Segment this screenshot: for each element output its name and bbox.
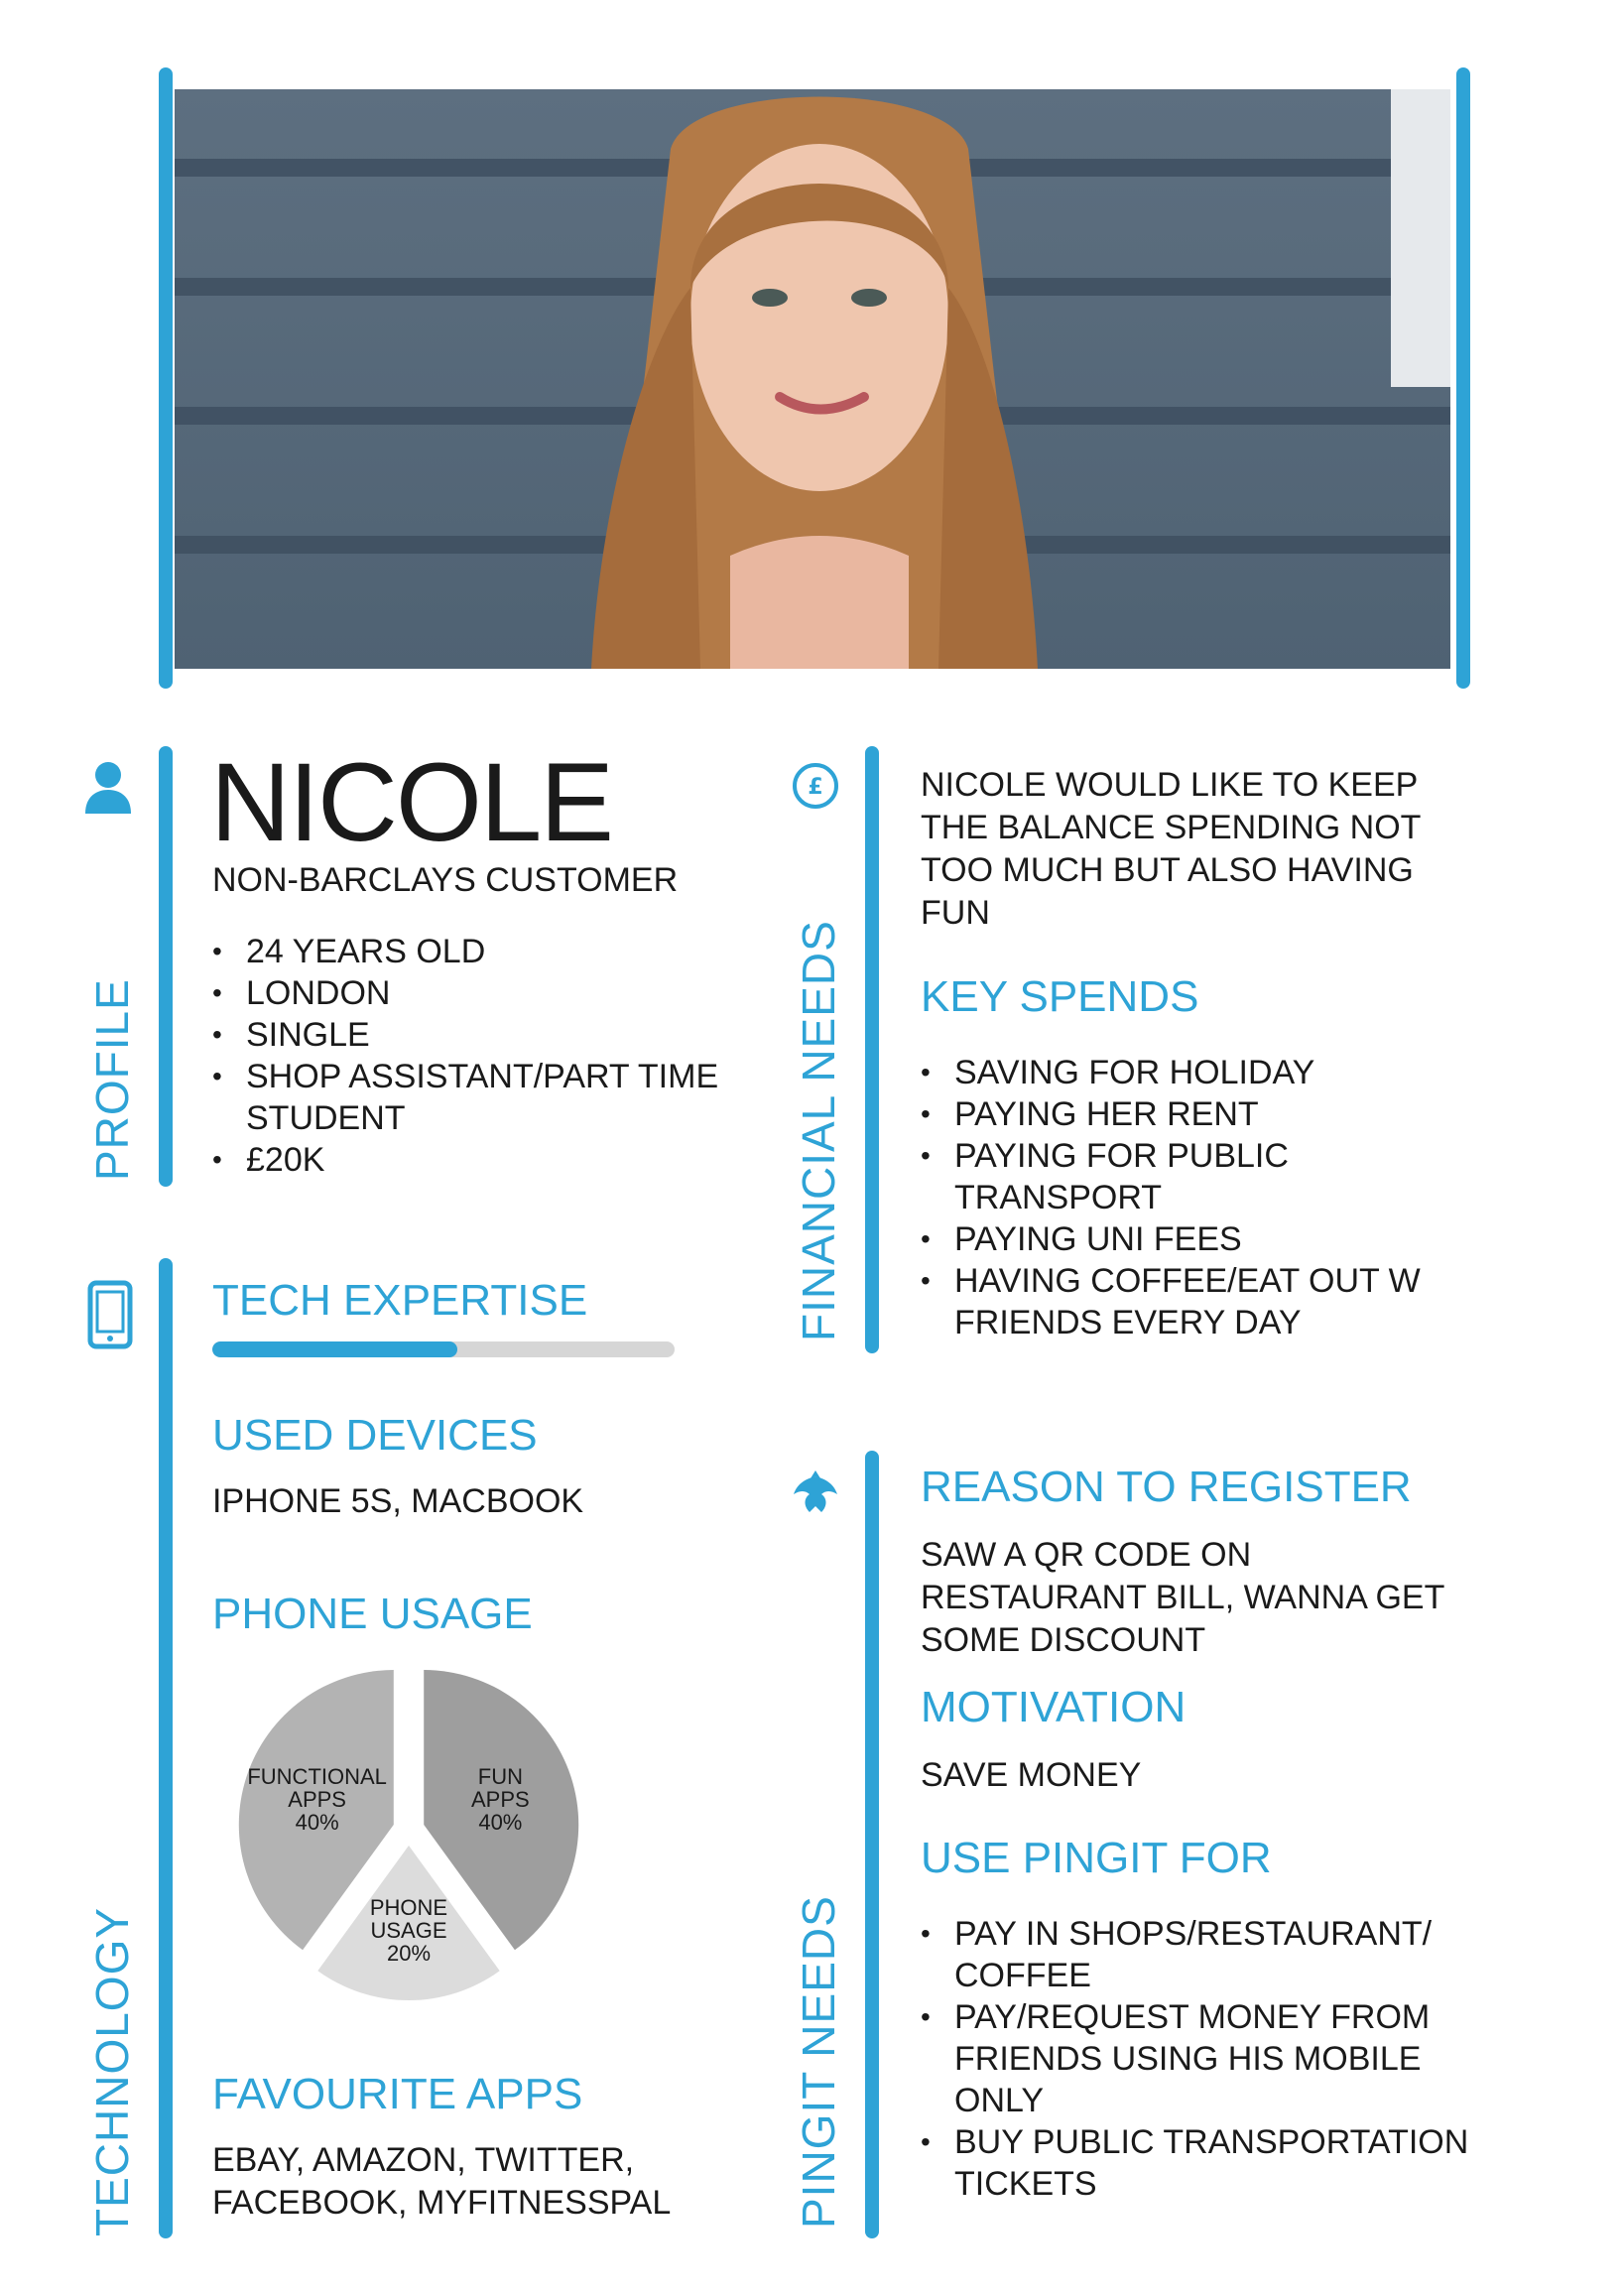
pingit-section-label: PINGIT NEEDS: [793, 1895, 844, 2229]
persona-name: NICOLE: [210, 740, 612, 864]
financial-section-label: FINANCIAL NEEDS: [793, 920, 844, 1341]
customer-type: NON-BARCLAYS CUSTOMER: [212, 861, 679, 899]
use-pingit-for-title: USE PINGIT FOR: [921, 1834, 1272, 1882]
key-spend-item: • SAVING FOR HOLIDAY: [921, 1052, 1456, 1093]
favourite-apps-title: FAVOURITE APPS: [212, 2070, 583, 2118]
financial-summary: NICOLE WOULD LIKE TO KEEP THE BALANCE SPENDING NOT TOO MUCH BUT ALSO HAVING FUN: [921, 766, 1421, 932]
profile-section-label: PROFILE: [86, 978, 138, 1181]
phone-usage-title: PHONE USAGE: [212, 1590, 533, 1638]
pie-slice-label: FUN APPS 40%: [471, 1763, 530, 1835]
used-devices-title: USED DEVICES: [212, 1411, 538, 1460]
smartphone-icon: [87, 1280, 133, 1349]
pie-slice-label: PHONE USAGE 20%: [369, 1894, 448, 1966]
motivation-title: MOTIVATION: [921, 1683, 1187, 1731]
profile-facts-list: [212, 931, 748, 1181]
tech-expertise-fill: [212, 1341, 457, 1357]
key-spend-item: • PAYING HER RENT: [921, 1093, 1456, 1135]
tech-expertise-bar: [212, 1341, 675, 1357]
photo-frame-left-bar: [159, 67, 173, 689]
key-spend-item: • HAVING COFFEE/EAT OUT W FRIENDS EVERY DAY: [921, 1260, 1456, 1343]
profile-fact: • 24 YEARS OLD: [212, 931, 748, 972]
svg-text:£: £: [808, 775, 823, 800]
phone-usage-pie-chart: [230, 1651, 587, 2008]
eagle-logo-icon: [790, 1467, 841, 1518]
key-spends-title: KEY SPENDS: [921, 972, 1199, 1021]
motivation-text: SAVE MONEY: [921, 1756, 1142, 1794]
pie-slice-label: FUNCTIONAL APPS 40%: [247, 1763, 387, 1835]
favourite-apps-text: EBAY, AMAZON, TWITTER, FACEBOOK, MYFITNESSPAL: [212, 2141, 672, 2222]
reason-to-register-text: SAW A QR CODE ON RESTAURANT BILL, WANNA GET SOME DISCOUNT: [921, 1536, 1444, 1659]
key-spends-list: [921, 1052, 1456, 1343]
technology-section-bar: [159, 1258, 173, 2238]
profile-fact: • SINGLE: [212, 1014, 748, 1056]
key-spend-item: • PAYING UNI FEES: [921, 1218, 1456, 1260]
financial-section-bar: [865, 746, 879, 1353]
profile-section-bar: [159, 746, 173, 1187]
pingit-section-bar: [865, 1451, 879, 2238]
pound-coin-icon: [792, 762, 839, 810]
pingit-use-item: • PAY/REQUEST MONEY FROM FRIENDS USING HIS MOBILE ONLY: [921, 1996, 1496, 2121]
profile-fact: • LONDON: [212, 972, 748, 1014]
photo-frame-right-bar: [1456, 67, 1470, 689]
portrait-photo: [175, 89, 1450, 669]
profile-fact: • £20K: [212, 1139, 748, 1181]
pingit-use-item: • PAY IN SHOPS/RESTAURANT/ COFFEE: [921, 1913, 1496, 1996]
pingit-uses-list: [921, 1913, 1496, 2205]
key-spend-item: • PAYING FOR PUBLIC TRANSPORT: [921, 1135, 1456, 1218]
used-devices-text: IPHONE 5S, MACBOOK: [212, 1482, 584, 1520]
pingit-use-item: • BUY PUBLIC TRANSPORTATION TICKETS: [921, 2121, 1496, 2205]
profile-fact: • SHOP ASSISTANT/PART TIME STUDENT: [212, 1056, 748, 1139]
tech-expertise-title: TECH EXPERTISE: [212, 1276, 588, 1325]
user-icon: [83, 760, 133, 816]
technology-section-label: TECHNOLOGY: [86, 1906, 138, 2236]
reason-to-register-title: REASON TO REGISTER: [921, 1463, 1412, 1511]
